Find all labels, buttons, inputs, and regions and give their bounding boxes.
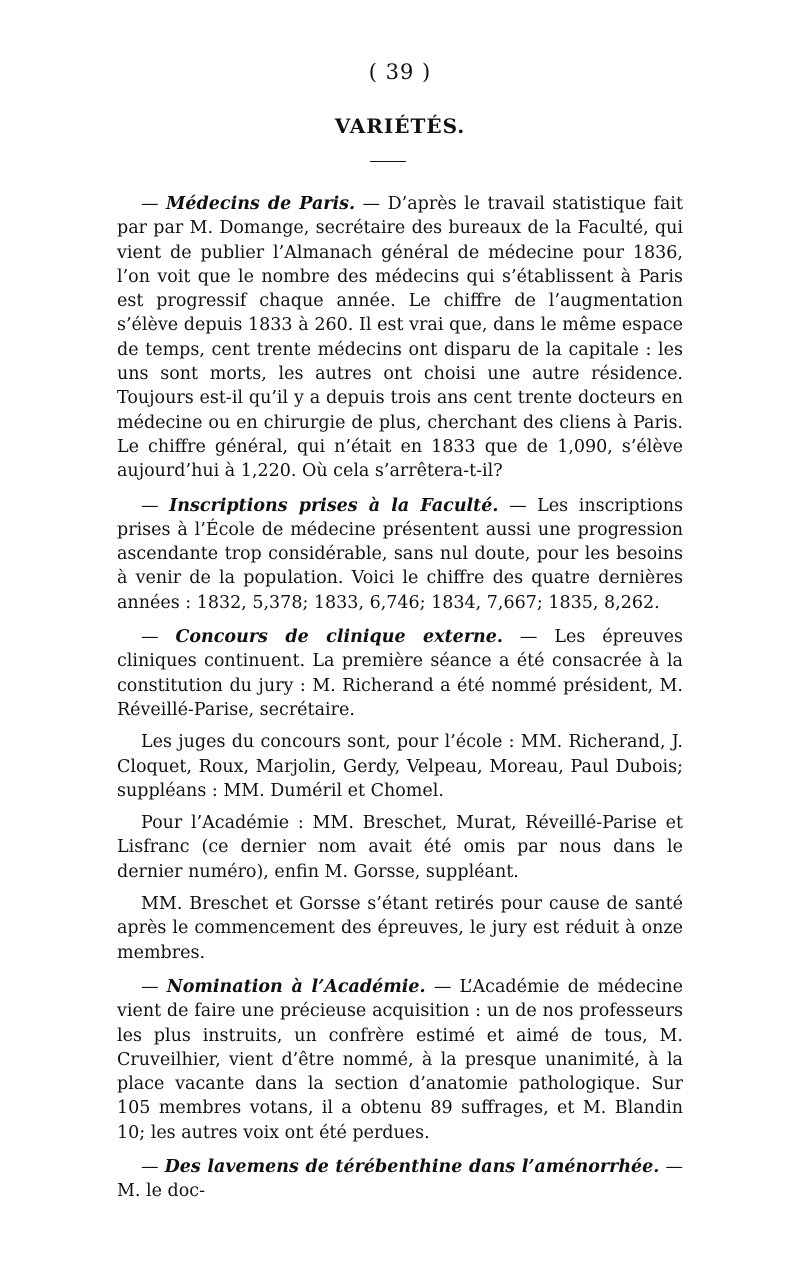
paragraph-jury: MM. Breschet et Gorsse s’étant retirés pour cause de santé après le commencement des épreuves, le jury est réduit à onze membres. bbox=[117, 894, 683, 963]
article-nomination bbox=[117, 975, 683, 1145]
paragraph-juges: Les juges du concours sont, pour l’école : MM. Richerand, J. Cloquet, Roux, Marjolin, Gerdy, Velpeau, Moreau, Paul Dubois; suppléans : MM. Duméril et Chomel. bbox=[117, 732, 683, 801]
article-text: — D’après le travail statistique fait par par M. Domange, secrétaire des bureaux de la Faculté, qui vient de publier l’Almanach général de médecine pour 1836, l’on voit que le nombre des médecins qui s’établissent à Paris est progressif chaque année. Le chiffre de l’augmentation s’élève depuis 1833 à 260. Il est vrai que, dans le même espace de temps, cent trente médecins ont disparu de la capitale : les uns sont morts, les autres ont choisi une autre résidence. Toujours est-il qu’il y a depuis trois ans cent trente docteurs en médecine ou en chirurgie de plus, cherchant des cliens à Paris. Le chiffre général, qui n’était en 1833 que de 1,090, s’élève aujourd’hui à 1,220. Où cela s’arrêtera-t-il? bbox=[117, 194, 683, 482]
article-dash: — bbox=[141, 1156, 165, 1177]
article-inscriptions bbox=[117, 494, 683, 615]
article-heading: Nomination à l’Académie. bbox=[166, 976, 426, 997]
article-dash: — bbox=[141, 976, 167, 997]
article-text: — Les épreuves cliniques continuent. La première séance a été consacrée à la constitution du jury : M. Richerand a été nommé président, M. Réveillé-Parise, secrétaire. bbox=[117, 627, 684, 720]
section-title: VARIÉTÉS. bbox=[334, 114, 466, 138]
article-lavemens bbox=[117, 1155, 683, 1204]
title-rule bbox=[370, 161, 406, 162]
paragraph-academie: Pour l’Académie : MM. Breschet, Murat, Réveillé-Parise et Lisfranc (ce dernier nom avait été omis par nous dans le dernier numéro), enfin M. Gorsse, suppléant. bbox=[117, 813, 683, 882]
page-number: ( 39 ) bbox=[368, 60, 432, 84]
article-heading: Des lavemens de térébenthine dans l’aménorrhée. bbox=[164, 1156, 660, 1177]
article-dash: — bbox=[141, 627, 176, 648]
article-medecins-de-paris bbox=[117, 192, 683, 484]
article-dash: — bbox=[141, 495, 170, 516]
article-concours bbox=[117, 625, 683, 722]
article-heading: Inscriptions prises à la Faculté. bbox=[169, 495, 499, 516]
article-text: — L’Académie de médecine vient de faire une précieuse acquisition : un de nos professeurs les plus instruits, un confrère estimé et aimé de tous, M. Cruveilhier, vient d’être nommé, à la presque unanimité, à la place vacante dans la section d’anatomie pathologique. Sur 105 membres votans, il a obtenu 89 suffrages, et M. Blandin 10; les autres voix ont été perdues. bbox=[117, 976, 683, 1143]
article-body bbox=[117, 192, 683, 1212]
article-dash: — bbox=[141, 194, 167, 214]
article-text: — M. le doc- bbox=[117, 1156, 683, 1202]
article-text: — Les inscriptions prises à l’École de médecine présentent aussi une progression ascendante trop considérable, sans nul doute, pour les besoins à venir de la population. Voici le chiffre des quatre dernières années : 1832, 5,378; 1833, 6,746; 1834, 7,667; 1835, 8,262. bbox=[117, 495, 683, 613]
article-heading: Médecins de Paris. bbox=[166, 194, 356, 214]
article-heading: Concours de clinique externe. bbox=[175, 627, 503, 648]
